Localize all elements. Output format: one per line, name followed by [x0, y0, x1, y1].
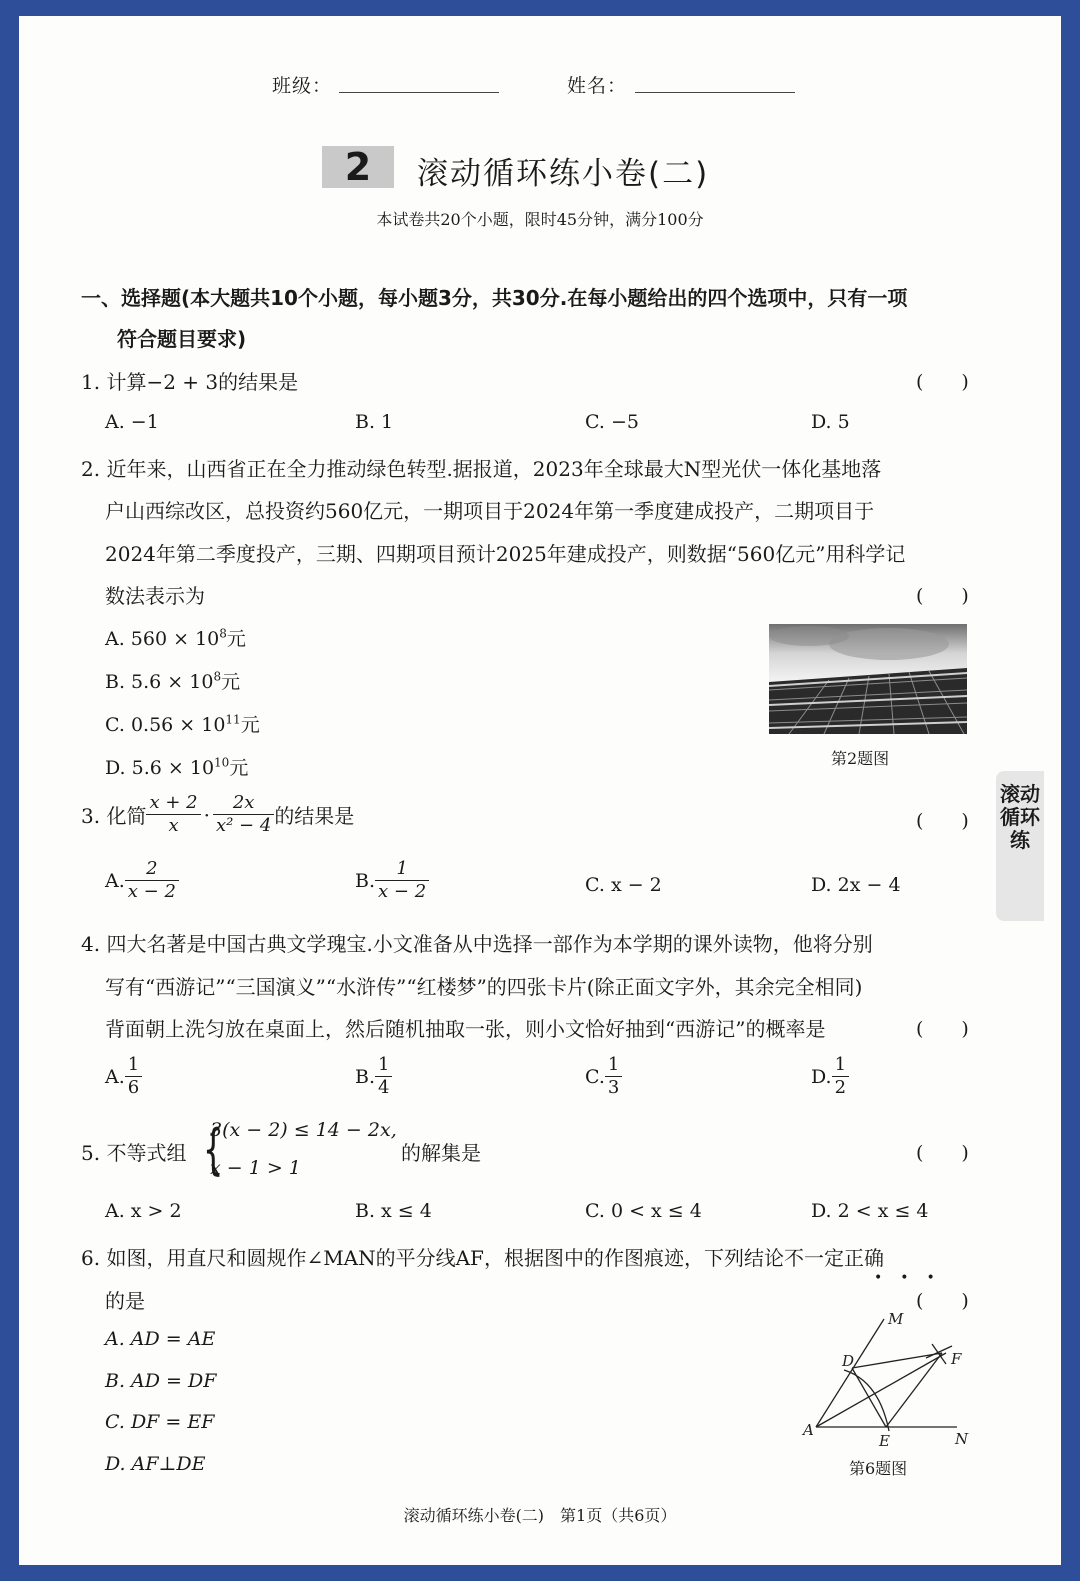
q5-option-c[interactable]: C. 0 < x ≤ 4	[585, 1200, 702, 1222]
q6-answer-blank[interactable]: ( )	[916, 1290, 969, 1312]
label-d: D	[842, 1352, 855, 1370]
q3-fraction-1-den: x	[168, 815, 179, 836]
q4-option-b-den: 4	[378, 1077, 390, 1098]
q3-fraction-2	[213, 792, 274, 837]
q5-prefix: 5. 不等式组	[81, 1141, 187, 1165]
q4-option-b-num: 1	[375, 1054, 392, 1077]
q2-option-d-unit: 元	[229, 757, 249, 779]
q2-stem-line2: 户山西综改区，总投资约560亿元，一期项目于2024年第一季度建成投产，二期项目于	[105, 499, 875, 523]
label-a: A	[803, 1421, 814, 1439]
solar-panel-photo	[769, 624, 967, 734]
paper-number: 2	[322, 146, 394, 188]
side-tab-label: 滚动循环练	[1000, 782, 1040, 852]
segment-ef	[886, 1353, 942, 1427]
q4-option-d-num: 1	[832, 1054, 849, 1077]
q5-option-d[interactable]: D. 2 < x ≤ 4	[811, 1200, 929, 1222]
label-e: E	[879, 1432, 890, 1450]
q4-option-b[interactable]	[355, 1054, 392, 1099]
q4-option-c-num: 1	[605, 1054, 622, 1077]
q2-option-c[interactable]	[105, 710, 260, 737]
q2-option-b-unit: 元	[221, 671, 241, 693]
q6-option-b[interactable]: B. AD = DF	[105, 1370, 217, 1392]
q6-option-d[interactable]: D. AF⊥DE	[105, 1453, 206, 1475]
q6-stem-line2: 的是	[105, 1289, 145, 1313]
q2-option-b-exp: 8	[213, 669, 222, 684]
segment-de	[852, 1368, 886, 1427]
q4-option-c-den: 3	[607, 1077, 620, 1098]
q4-option-a-num: 1	[125, 1054, 142, 1077]
q2-option-a-unit: 元	[226, 628, 246, 650]
q5-option-a[interactable]: A. x > 2	[105, 1200, 182, 1222]
paper-title: 滚动循环练小卷(二)	[417, 156, 710, 192]
q1-answer-blank[interactable]: ( )	[916, 371, 969, 393]
arc-from-a	[844, 1370, 889, 1431]
q4-answer-blank[interactable]: ( )	[916, 1018, 969, 1040]
q1-option-d[interactable]: D. 5	[811, 411, 850, 433]
q2-figure-caption: 第2题图	[831, 749, 890, 768]
name-blank[interactable]	[635, 92, 795, 93]
bisector-af	[816, 1353, 946, 1427]
exam-sheet	[19, 16, 1061, 1565]
q3-option-a-label: A.	[105, 869, 125, 892]
q4-option-b-label: B.	[355, 1065, 376, 1088]
q4-option-a-den: 6	[127, 1077, 140, 1098]
q5-inequality-2: x − 1 > 1	[210, 1157, 301, 1179]
name-label: 姓名：	[567, 75, 628, 97]
q2-option-a[interactable]	[105, 624, 246, 651]
q1-option-b[interactable]: B. 1	[355, 411, 394, 433]
q3-suffix: 的结果是	[274, 804, 355, 828]
q2-answer-blank[interactable]: ( )	[916, 585, 969, 607]
q4-option-a-fraction	[125, 1054, 142, 1099]
section-heading: 一、选择题(本大题共10个小题，每小题3分，共30分.在每小题给出的四个选项中，只有一项	[81, 286, 908, 310]
q2-option-d-base: D. 5.6 × 10	[105, 757, 215, 779]
q3-option-b-fraction	[375, 858, 429, 903]
q1-option-a[interactable]: A. −1	[105, 411, 159, 433]
q3-option-b-label: B.	[355, 869, 376, 892]
q3-option-a-fraction	[125, 858, 179, 903]
q5-option-b[interactable]: B. x ≤ 4	[355, 1200, 432, 1222]
q2-stem-line3: 2024年第二季度投产，三期、四期项目预计2025年建成投产，则数据“560亿元”用科学记	[105, 542, 906, 566]
q3-option-a-num: 2	[125, 858, 179, 881]
q3-option-a-den: x − 2	[127, 881, 176, 902]
class-blank[interactable]	[339, 92, 499, 93]
q3-fraction-2-num: 2x	[213, 792, 274, 815]
q2-option-d-exp: 10	[214, 755, 230, 770]
q3-answer-blank[interactable]: ( )	[916, 810, 969, 832]
q3-prefix: 3. 化简	[81, 804, 147, 828]
q6-stem-line1: 6. 如图，用直尺和圆规作∠MAN的平分线AF，根据图中的作图痕迹，下列结论不一定正确	[81, 1246, 884, 1270]
ray-am	[816, 1319, 884, 1427]
q2-option-d[interactable]	[105, 753, 248, 780]
q2-option-c-base: C. 0.56 × 10	[105, 714, 226, 736]
q2-option-a-base: A. 560 × 10	[105, 628, 220, 650]
section-heading-cont: 符合题目要求)	[117, 327, 247, 351]
q2-stem-line1: 2. 近年来，山西省正在全力推动绿色转型.据报道，2023年全球最大N型光伏一体化基地落	[81, 457, 882, 481]
q3-option-c[interactable]: C. x − 2	[585, 874, 662, 896]
q3-fraction-1-num: x + 2	[146, 792, 200, 815]
label-n: N	[955, 1430, 969, 1448]
q4-option-d-den: 2	[834, 1077, 847, 1098]
q2-option-b[interactable]	[105, 667, 240, 694]
q6-angle-bisector-figure	[794, 1306, 969, 1451]
q4-option-b-fraction	[375, 1054, 392, 1099]
q3-option-a[interactable]	[105, 858, 179, 903]
q1-option-c[interactable]: C. −5	[585, 411, 639, 433]
label-m: M	[888, 1310, 904, 1328]
q4-option-c[interactable]	[585, 1054, 622, 1099]
label-f: F	[951, 1350, 962, 1368]
q2-option-b-base: B. 5.6 × 10	[105, 671, 214, 693]
q2-option-c-exp: 11	[225, 712, 241, 727]
q4-option-d[interactable]	[811, 1054, 849, 1099]
q3-stem	[81, 792, 354, 837]
q3-option-d[interactable]: D. 2x − 4	[811, 874, 901, 896]
q4-stem-line2: 写有“西游记”“三国演义”“水浒传”“红楼梦”的四张卡片(除正面文字外，其余完全相同)	[105, 975, 863, 999]
page-footer: 滚动循环练小卷(二) 第1页（共6页）	[403, 1506, 677, 1525]
q5-suffix: 的解集是	[401, 1141, 481, 1165]
paper-subtitle: 本试卷共20个小题，限时45分钟，满分100分	[376, 210, 704, 229]
q5-inequality-1: 3(x − 2) ≤ 14 − 2x,	[210, 1119, 397, 1141]
q6-emphasis-dots: •••	[874, 1270, 953, 1286]
q4-option-a-label: A.	[105, 1065, 125, 1088]
q4-option-c-label: C.	[585, 1065, 605, 1088]
q3-option-b-num: 1	[375, 858, 429, 881]
q4-option-d-label: D.	[811, 1065, 832, 1088]
q2-stem-line4: 数法表示为	[105, 584, 205, 608]
q3-option-b-den: x − 2	[378, 881, 427, 902]
q5-brace: {	[202, 1118, 224, 1181]
q3-dot: ·	[203, 802, 210, 827]
q3-option-b[interactable]	[355, 858, 429, 903]
q6-figure-caption: 第6题图	[849, 1459, 908, 1478]
q6-option-a[interactable]: A. AD = AE	[105, 1328, 216, 1350]
q4-stem-line1: 4. 四大名著是中国古典文学瑰宝.小文准备从中选择一部作为本学期的课外读物，他将分别	[81, 932, 873, 956]
class-label: 班级：	[272, 75, 333, 97]
q2-option-a-exp: 8	[219, 626, 227, 641]
q4-option-d-fraction	[832, 1054, 849, 1099]
segment-df	[852, 1353, 942, 1368]
q4-stem-line3: 背面朝上洗匀放在桌面上，然后随机抽取一张，则小文恰好抽到“西游记”的概率是	[105, 1017, 826, 1041]
q3-fraction-1	[146, 792, 200, 837]
q4-option-a[interactable]	[105, 1054, 142, 1099]
q3-fraction-2-den: x² − 4	[215, 815, 272, 836]
q6-option-c[interactable]: C. DF = EF	[105, 1411, 215, 1433]
q2-option-c-unit: 元	[240, 714, 260, 736]
q4-option-c-fraction	[605, 1054, 622, 1099]
q5-answer-blank[interactable]: ( )	[916, 1142, 969, 1164]
side-tab	[996, 771, 1044, 921]
q1-stem: 1. 计算−2 + 3的结果是	[81, 370, 299, 394]
